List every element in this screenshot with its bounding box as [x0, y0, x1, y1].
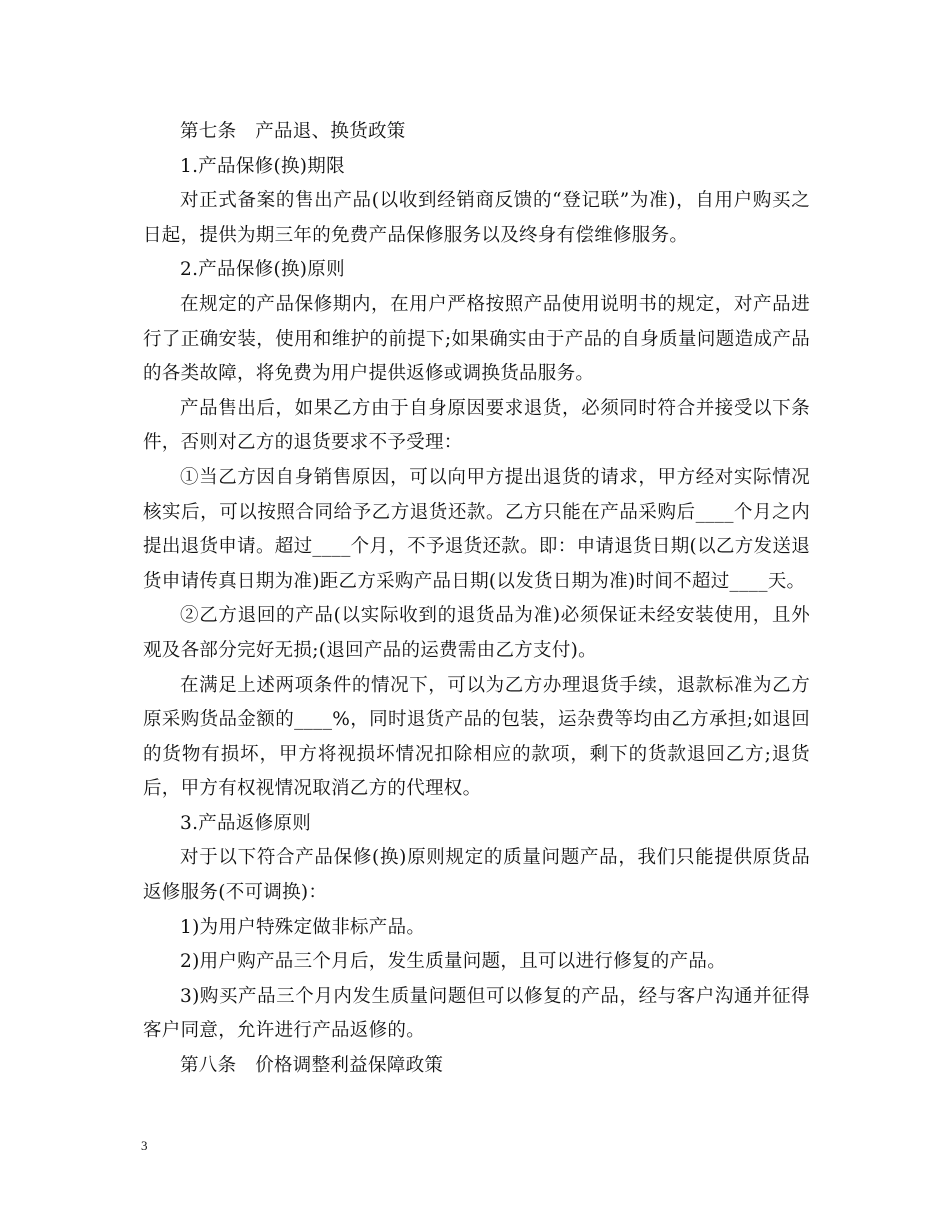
subheading-warranty-period: 1.产品保修(换)期限 [180, 155, 345, 177]
paragraph: 对于以下符合产品保修(换)原则规定的质量问题产品，我们只能提供原货品返修服务(不可调换)： [143, 847, 810, 904]
paragraph: 产品售出后，如果乙方由于自身原因要求退货，必须同时符合并接受以下条件，否则对乙方的退货要求不予受理： [143, 397, 810, 454]
document-body [143, 115, 810, 1084]
section-heading-article-8: 第八条 价格调整利益保障政策 [180, 1055, 444, 1077]
list-item: 1)为用户特殊定做非标产品。 [180, 916, 426, 938]
subheading-repair-principle: 3.产品返修原则 [180, 812, 312, 834]
page-number: 3 [141, 1138, 148, 1153]
list-item: 3)购买产品三个月内发生质量问题但可以修复的产品，经与客户沟通并征得客户同意，允许进行产品返修的。 [143, 985, 810, 1042]
paragraph: 对正式备案的售出产品(以收到经销商反馈的“登记联”为准)，自用户购买之日起，提供为期三年的免费产品保修服务以及终身有偿维修服务。 [143, 190, 810, 246]
paragraph: 在满足上述两项条件的情况下，可以为乙方办理退货手续，退款标准为乙方原采购货品金额的____%，同时退货产品的包装，运杂费等均由乙方承担;如退回的货物有损坏，甲方将视损坏情况扣除相应的款项，剩下的货款退回乙方;退货后，甲方有权视情况取消乙方的代理权。 [143, 674, 810, 800]
list-item: 2)用户购产品三个月后，发生质量问题，且可以进行修复的产品。 [180, 951, 726, 973]
paragraph: 在规定的产品保修期内，在用户严格按照产品使用说明书的规定，对产品进行了正确安装，使用和维护的前提下;如果确实由于产品的自身质量问题造成产品的各类故障，将免费为用户提供返修或调换货品服务。 [143, 293, 810, 385]
list-item-condition-1: ①当乙方因自身销售原因，可以向甲方提出退货的请求，甲方经对实际情况核实后，可以按照合同给予乙方退货还款。乙方只能在产品采购后____个月之内提出退货申请。超过____个月，不予退货还款。即：申请退货日期(以乙方发送退货申请传真日期为准)距乙方采购产品日期(以发货日期为准)时间不超过____天。 [143, 466, 810, 592]
list-item-condition-2: ②乙方退回的产品(以实际收到的退货品为准)必须保证未经安装使用，且外观及各部分完好无损;(退回产品的运费需由乙方支付)。 [143, 605, 810, 661]
section-heading-article-7: 第七条 产品退、换货政策 [180, 121, 406, 142]
subheading-warranty-principle: 2.产品保修(换)原则 [180, 259, 345, 281]
